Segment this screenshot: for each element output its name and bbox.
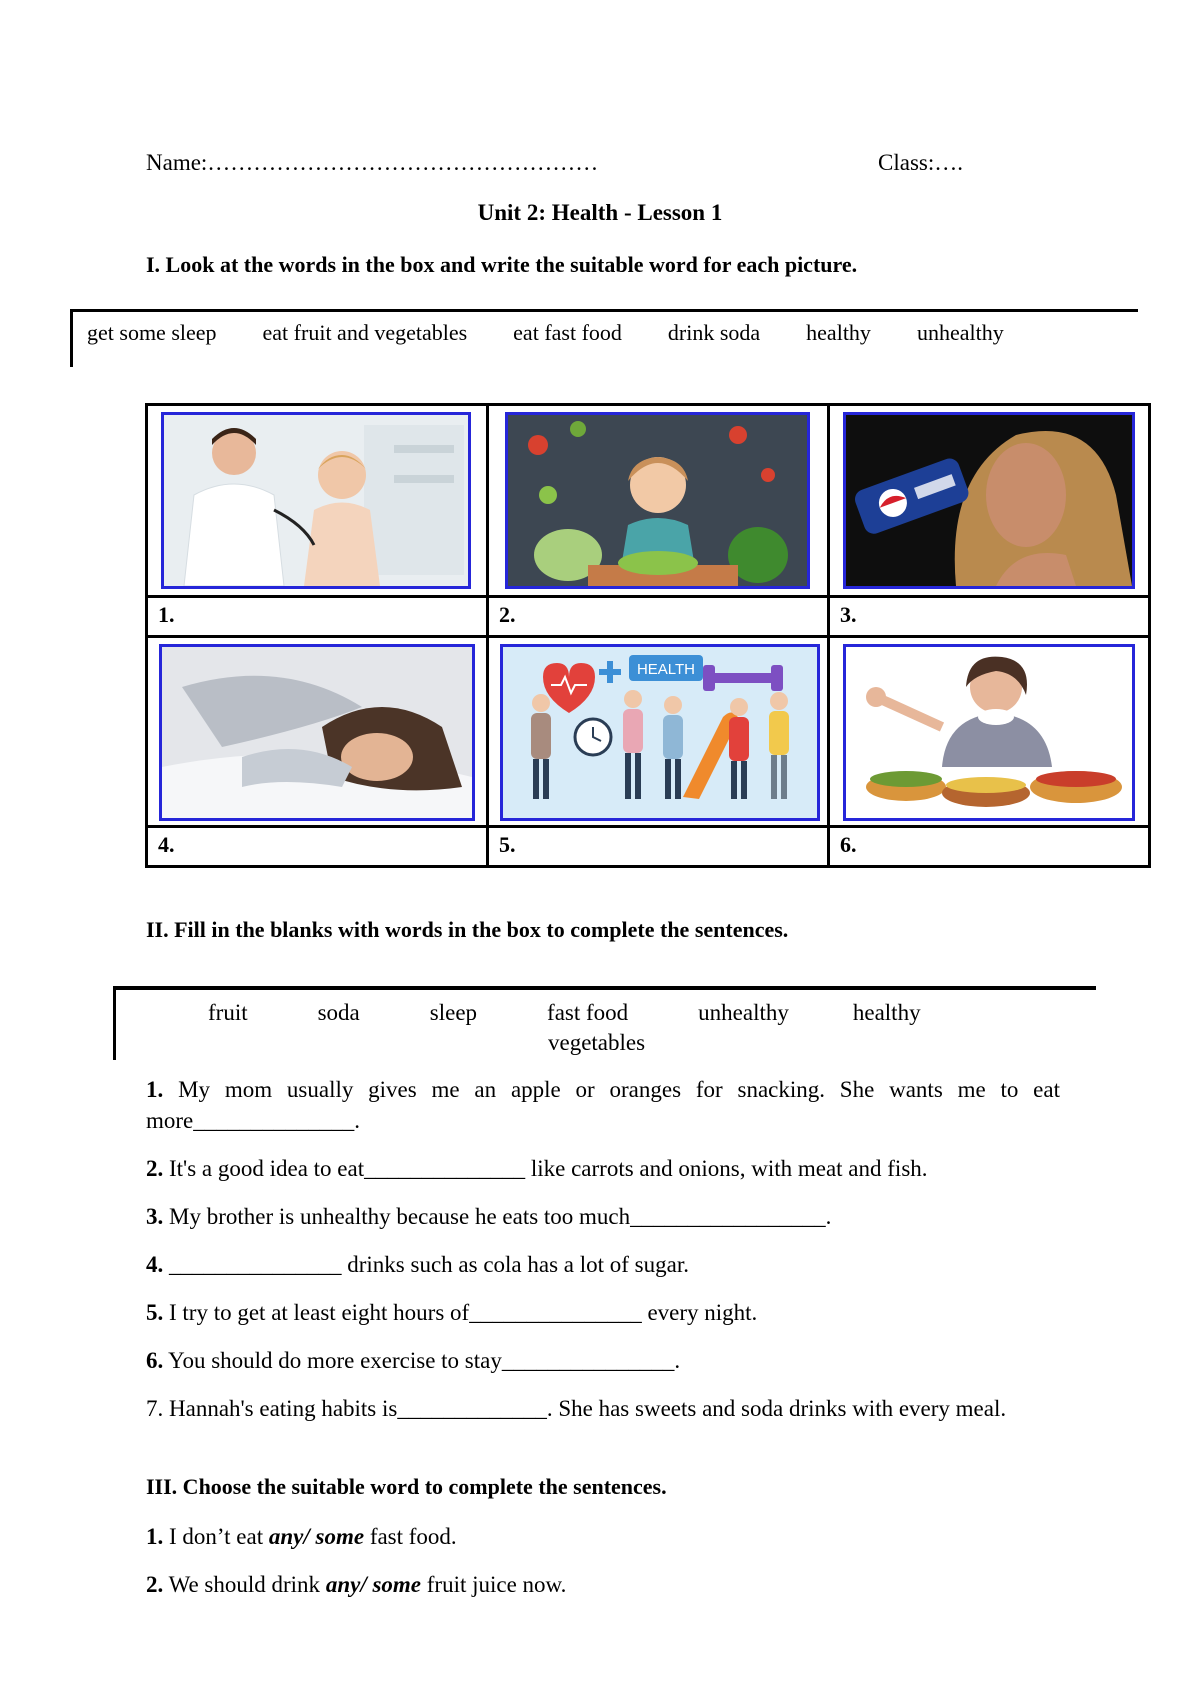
sentence-number: 2. <box>146 1572 164 1597</box>
woman-fast-food-image <box>843 644 1135 821</box>
choose-sentence-1 <box>146 1521 1060 1552</box>
word-box-item: sleep <box>429 1000 478 1025</box>
answer-cell-1[interactable] <box>148 598 489 638</box>
picture-cell-4 <box>148 638 489 828</box>
sentence-text: It's a good idea to eat______________ like carrots and onions, with meat and fish. <box>169 1156 928 1181</box>
word-box-item: vegetables <box>548 1030 646 1055</box>
sentence-text: _______________ drinks such as cola has a lot of sugar. <box>169 1252 689 1277</box>
answer-cell-5[interactable] <box>489 828 830 865</box>
word-box-item: unhealthy <box>698 1000 789 1025</box>
fill-sentence-6 <box>146 1345 1060 1376</box>
sentence-number: 4. <box>146 1252 164 1277</box>
fill-sentence-7 <box>146 1393 1060 1424</box>
answer-cell-2[interactable] <box>489 598 830 638</box>
fill-sentence-4 <box>146 1249 1060 1280</box>
answer-cell-6[interactable] <box>830 828 1148 865</box>
word-box-item: eat fruit and vegetables <box>262 320 468 345</box>
picture-cell-2 <box>489 406 830 598</box>
picture-number: 6. <box>840 832 857 857</box>
sentence-number: 3. <box>146 1204 164 1229</box>
picture-cell-6 <box>830 638 1148 828</box>
word-box-item: drink soda <box>667 320 761 345</box>
sentence-before: I don’t eat <box>169 1524 264 1549</box>
sentence-number: 5. <box>146 1300 164 1325</box>
sentence-text: My brother is unhealthy because he eats too much_________________. <box>169 1204 832 1229</box>
fill-sentence-2 <box>146 1153 1060 1184</box>
section-3-heading: III. Choose the suitable word to complete the sentences. <box>146 1474 667 1499</box>
fill-sentence-3 <box>146 1201 1060 1232</box>
picture-number: 3. <box>840 602 857 627</box>
sentence-number: 1. <box>146 1524 164 1549</box>
class-field: Class:…. <box>878 150 963 175</box>
sentence-text: I try to get at least eight hours of_______________ every night. <box>169 1300 758 1325</box>
choice-options[interactable]: any/ some <box>325 1572 422 1597</box>
fill-sentence-1 <box>146 1074 1060 1136</box>
picture-cell-3 <box>830 406 1148 598</box>
picture-number: 1. <box>158 602 175 627</box>
picture-table <box>145 403 1151 868</box>
word-box-item: unhealthy <box>916 320 1004 345</box>
sentence-text: You should do more exercise to stay_______________. <box>168 1348 681 1373</box>
word-box-item: healthy <box>852 1000 921 1025</box>
word-box-item: soda <box>317 1000 360 1025</box>
picture-cell-1 <box>148 406 489 598</box>
sentence-after: fast food. <box>369 1524 457 1549</box>
picture-number: 4. <box>158 832 175 857</box>
section-1-heading: I. Look at the words in the box and write the suitable word for each picture. <box>146 252 858 277</box>
word-box-item: healthy <box>806 320 871 345</box>
page-title: Unit 2: Health - Lesson 1 <box>477 200 723 225</box>
word-box-2 <box>113 986 1096 1060</box>
sentence-text: My mom usually gives me an apple or oranges for snacking. She wants me to eat more______________. <box>146 1077 1060 1133</box>
woman-sleeping-image <box>159 644 475 821</box>
picture-cell-5 <box>489 638 830 828</box>
sentence-text: Hannah's eating habits is_____________. She has sweets and soda drinks with every meal. <box>169 1396 1007 1421</box>
doctor-checkup-image <box>161 412 471 589</box>
fill-sentence-5 <box>146 1297 1060 1328</box>
sentence-number: 6. <box>146 1348 164 1373</box>
health-sign-text: HEALTH <box>636 661 696 678</box>
sentence-number: 7. <box>146 1396 164 1421</box>
picture-number: 5. <box>499 832 516 857</box>
girl-vegetables-image <box>505 412 810 589</box>
picture-number: 2. <box>499 602 516 627</box>
word-box-item: fruit <box>208 1000 248 1025</box>
sentence-after: fruit juice now. <box>426 1572 567 1597</box>
woman-drinking-soda-image <box>843 412 1135 589</box>
answer-cell-3[interactable] <box>830 598 1148 638</box>
answer-cell-4[interactable] <box>148 828 489 865</box>
health-illustration-image <box>500 644 820 821</box>
word-box-item: eat fast food <box>513 320 622 345</box>
choice-options[interactable]: any/ some <box>268 1524 365 1549</box>
word-box-item: get some sleep <box>87 320 217 345</box>
sentence-number: 1. <box>146 1077 164 1102</box>
word-box-item: fast food <box>547 1000 629 1025</box>
name-field: Name:…………………………………………… <box>146 150 599 175</box>
section-2-heading: II. Fill in the blanks with words in the box to complete the sentences. <box>146 917 789 942</box>
word-box-1 <box>70 309 1138 367</box>
sentence-before: We should drink <box>168 1572 321 1597</box>
sentence-number: 2. <box>146 1156 164 1181</box>
choose-sentence-2 <box>146 1569 1060 1600</box>
